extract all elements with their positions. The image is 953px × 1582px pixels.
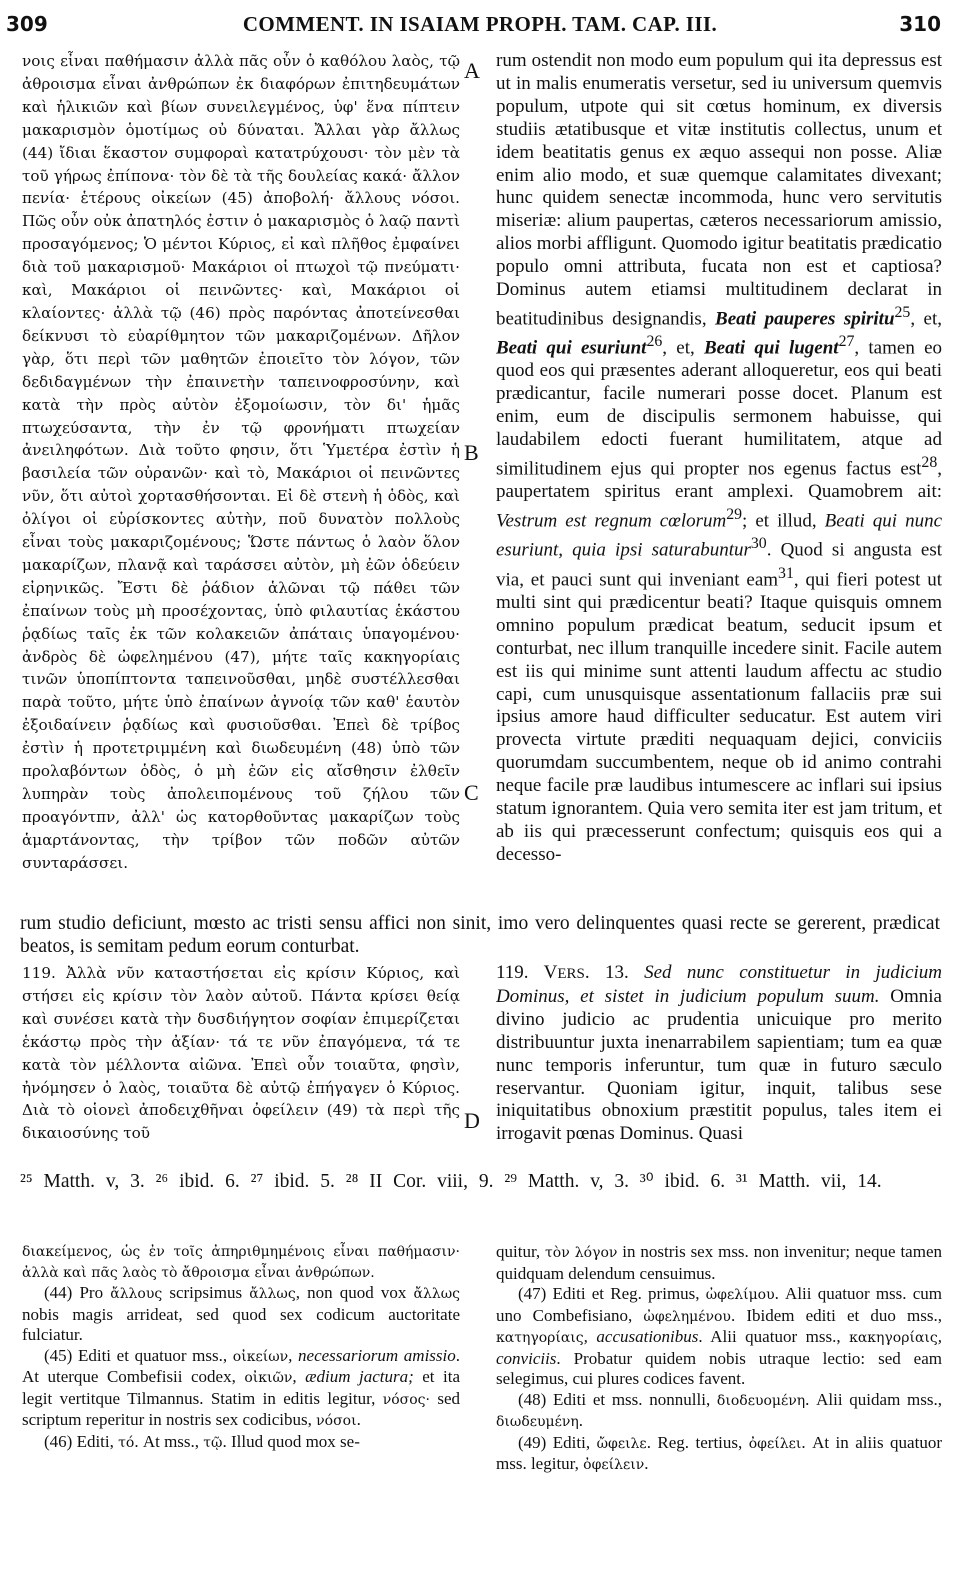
- note-44: (44) Pro ἄλλους scripsimus ἄλλως, non quod vox ἄλλως nobis magis arrideat, sed quod sex codicum auctoritate fulciatur.: [22, 1283, 460, 1344]
- note-46: (46) Editi, τό. At mss., τῷ. Illud quod mox se-: [44, 1431, 360, 1451]
- greek-paragraph-119: 119. Ἀλλὰ νῦν καταστήσεται εἰς κρίσιν Κύριος, καὶ στήσει εἰς κρίσιν τὸν λαὸν αὐτοῦ. Πάντα κρίσει θείᾳ καὶ συνέσει κατὰ τὴν δυσδιήγητον σοφίαν ἐπιμερίζεται ἑκάστῳ πρὸς τὴν ἀξίαν· τά τε νῦν ἐπαγόμενα, τά τε κατὰ τὸν μέλλοντα αἰῶνα. Ἐπεὶ οὖν τοιαῦτα, φησὶν, ἠνόμησεν ὁ λαὸς, τοιαῦτα δὲ αὐτῷ ἐπήγαγεν ὁ Κύριος. Διὰ τὸ οἱονεὶ ἀποδειχθῆναι ὀφείλειν (49) τὰ περὶ τῆς δικαιοσύνης τοῦ: [22, 964, 460, 1143]
- latin-column-lower: [496, 962, 942, 1162]
- spanning-text: rum studio deficiunt, mœsto ac tristi sensu affici non sinit, imo vero delinquentes quasi recte se gererent, prædicat beatos, is semitam pedum eorum conturbat.: [20, 913, 940, 957]
- notes-right-column: [496, 1242, 942, 1572]
- note-45: (45) Editi et quatuor mss., οἰκείων, necessariorum amissio. At uterque Combefisii codex, οἰκιῶν, ædium jactura; et ita legit vertitque Tilmannus. Statim in editis legitur, νόσος· sed scriptum reperitur in nostris sex codicibus, νόσοι.: [22, 1345, 460, 1429]
- latin-column-upper: [496, 50, 942, 906]
- note-47: (47) Editi et Reg. primus, ὠφελίμου. Alii quatuor mss. cum uno Combefisiano, ὠφελημένου. Ibidem editi et duo mss., κατηγορίαις, accusationibus. Alii quatuor mss., κακηγορίαις, conviciis. Probatur quidem nobis utraque lectio: sed eam selegimus, cui plures codices favent.: [496, 1284, 942, 1388]
- page-number-left: 309: [6, 12, 48, 36]
- latin-paragraph-119: 119. VERS. 13. Sed nunc constituetur in judicium Dominus, et sistet in judicium populum suum. Omnia divino judicio ac prudentia unicuique pro merito distribuuntur juxta inenarrabilem sapientiam; tum ea quæ nunc temporis inferuntur, tum quæ in futuro sæculo reservantur. Quoniam igitur, inquit, talibus sese iniquitatibus obnoxium præstitit populus, tales item ei irrogavit pœnas Dominus. Quasi: [496, 962, 942, 1145]
- margin-letter-b: B: [464, 440, 479, 465]
- footnote-references: ²⁵ Matth. v, 3. ²⁶ ibid. 6. ²⁷ ibid. 5. ²⁸ II Cor. viii, 9. ²⁹ Matth. v, 3. ³⁰ ibid. 6. ³¹ Matth. vii, 14.: [20, 1171, 882, 1192]
- running-title: COMMENT. IN ISAIAM PROPH. TAM. CAP. III.: [242, 12, 718, 36]
- margin-letter-d: D: [464, 1108, 480, 1133]
- greek-column-lower: [22, 962, 460, 1162]
- note-48: (48) Editi et mss. nonnulli, διοδευομένη. Alii quidam mss., διωδευμένη.: [496, 1389, 942, 1430]
- margin-letter-a: A: [464, 58, 480, 83]
- notes-left-column: [22, 1242, 460, 1572]
- page-header: [0, 12, 953, 46]
- note-continuation: διακείμενος, ὡς ἐν τοῖς ἀπηριθμημένοις εἶναι παθήμασιν· ἀλλὰ καὶ πᾶς λαὸς τὸ ἄθροισμα εἶναι ἀνθρώπων.: [22, 1244, 460, 1281]
- greek-paragraph: νοις εἶναι παθήμασιν ἀλλὰ πᾶς οὖν ὁ καθόλου λαὸς, τῷ ἀθροισμα εἶναι ἀνθρώπων ἐκ διαφόρων ἐπιτηδευμάτων καὶ ἡλικιῶν καὶ βίων συνειλεγμένος, ὑφ' ἕνα πίπτειν μακαρισμὸν ὁμοτίμως οὐ δύναται. Ἄλλαι γὰρ ἄλλως (44) ἴδιαι ἕκαστον συμφοραὶ κατατρύχουσι· τὸν μὲν τὰ τοῦ γήρως ἐπίπονα· τὸν δὲ τὰ τῆς δουλείας κακά· ἄλλον πενία· ἑτέρους οἰκείων (45) ἀποβολή· ἄλλους νόσοι. Πῶς οὖν οὐκ ἀπατηλός ἐστιν ὁ μακαρισμὸς ὁ λαῷ παντὶ προσαγόμενος; Ὁ μέντοι Κύριος, εἰ καὶ πλῆθος ἐμφαίνει διὰ τοῦ μακαρισμοῦ· Μακάριοι οἱ πτωχοὶ τῷ πνεύματι· καὶ, Μακάριοι οἱ πεινῶντες· καὶ, Μακάριοι οἱ κλαίοντες· ἀλλὰ τῷ (46) πρὸς παρόντας ἀποτείνεσθαι δείκνυσι τὸ εὐαρίθμητον τῶν μακαριζομένων. Δῆλον γὰρ, ὅτι περὶ τῶν μαθητῶν ἐποιεῖτο τὸν λόγον, τῶν δεδιδαγμένων τὴν ἐπαινετὴν ταπεινοφροσύνην, καὶ κατὰ τὴν πρὸς αὐτὸν ἐξομοίωσιν, τὸν δι' ἡμᾶς πτωχεύσαντα, τὴν ἐν τῷ φρονήματι πτωχείαν ἀνειληφότων. Διὰ τοῦτο φησιν, ὅτι Ὑμετέρα ἐστὶν ἡ βασιλεία τῶν οὐρανῶν· καὶ τὸ, Μακάριοι οἱ πεινῶντες νῦν, ὅτι αὐτοὶ χορτασθήσονται. Εἰ δὲ στενὴ ἡ ὁδὸς, καὶ ὀλίγοι οἱ εὑρίσκοντες αὐτὴν, ποῦ δυνατὸν πολλοὺς εἶναι τοὺς μακαριζομένους; Ὥστε πάντως ὁ λαὸν ὅλον μακαρίζων, πλανᾷ καὶ ταράσσει αὐτὸν, μὴ ἐῶν ὁδεύειν εἰρηνικῶς. Ἔστι δὲ ῥάδιον ἁλῶναι τῷ πάθει τῶν ἐπαίνων τοὺς μὴ προσέχοντας, ὑπὸ φιλαυτίας ἑκάστου ῥᾳδίως ταῖς ἐκ τῶν κολακειῶν ἀπάταις ὑπαγομένου· ἀνδρὸς δὲ ὠφελημένου (47), μήτε ταῖς κακηγορίαις τινῶν ὑποπίπτοντα ταπεινοῦσθαι, μηδὲ συστέλλεσθαι παρὰ τοῦτο, μήτε ὑπὸ ἐπαίνων ἀγνοίᾳ τῶν καθ' ἑαυτὸν ἐξοιδαίνειν ῥᾳδίως καὶ φυσιοῦσθαι. Ἐπεὶ δὲ τρίβος ἐστὶν ἡ προτετριμμένη καὶ διωδευμένη (48) ὑπὸ τῶν προλαβόντων ὁδὸς, ὁ μὴ ἐῶν εἰς αἴσθησιν ἐλθεῖν λυπηρὰν τοὺς ἀπολειπομένους τοῦ ζήλου τῶν προαγόντπν, ἀλλ' ὡς κατορθοῦντας μακαρίζων τοὺς ἁμαρτάνοντας, τὴν τρίβον τῶν ποδῶν αὐτῶν συνταράσσει.: [22, 52, 460, 872]
- note-46-continued: quitur, τὸν λόγον in nostris sex mss. non invenitur; neque tamen quidquam delendum censuimus.: [496, 1242, 942, 1283]
- margin-letter-c: C: [464, 780, 479, 805]
- greek-column-upper: [22, 50, 460, 906]
- note-49: (49) Editi, ὤφειλε. Reg. tertius, ὀφείλει. At in aliis quatuor mss. legitur, ὀφείλειν.: [496, 1432, 942, 1473]
- page-number-right: 310: [899, 12, 941, 36]
- latin-paragraph: rum ostendit non modo eum populum qui ita depressus est ut in malis enumeratis versetur, sed iu universum quemvis populum, utpote qui sit cœtus hominum, ex diversis studiis ætatibusque et vitæ institutis collectus, unum et idem beatitatis genus ex æquo assequi non posse. Aliæ enim alio modo, et suæ quemque calamitates divexant; hunc quidem senectæ incommoda, hunc vero servitutis miseriæ: alium paupertas, cæteros necessariorum amissio, alios morbi affligunt. Quomodo igitur beatitatis prædicatio populo omni attributa, fucata non est et captiosa? Dominus autem etiamsi multitudinem declarat in beatitudinibus designandis, Beati pauperes spiritu$^{25}$, et, Beati qui esuriunt$^{26}$, et, Beati qui lugent$^{27}$, tamen eo quod eos qui præsentes aderant alloqueretur, eos qui beati prædicantur, facile numerari posse docet. Planum est enim, eum de discipulis sermonem habuisse, qui laudabilem edocti fuerant humilitatem, atque ad similitudinem ejus qui propter nos egenus factus est$^{28}$, paupertatem spiritus erant amplexi. Quamobrem ait: Vestrum est regnum cœlorum$^{29}$; et illud, Beati qui nunc esuriunt, quia ipsi saturabuntur$^{30}$. Quod si angusta est via, et pauci sunt qui inveniant eam$^{31}$, qui fieri potest ut multi sint qui prædicentur beati? Itaque quisquis omnem omnino populum prædicat beatum, seducit ipsum et conturbat, nec illum tranquille incedere sinit. Facile autem est iis qui minime sunt attenti laudum affectu ac studio capi, cum unusquisque assentationum fallaciis præ sui ipsius amore haud difficulter seducatur. Est autem viri provecta virtute præditi nequaquam dejici, conviciis quorumdam succumbentem, neque ob id animo contrahi neque facile præ laudibus intumescere ac inflari sui ipsius statum ignorantem. Quia vero semita iter est jam tritum, et ab iis qui præcesserunt confectum; quisquis eos qui a decesso-: [496, 50, 942, 865]
